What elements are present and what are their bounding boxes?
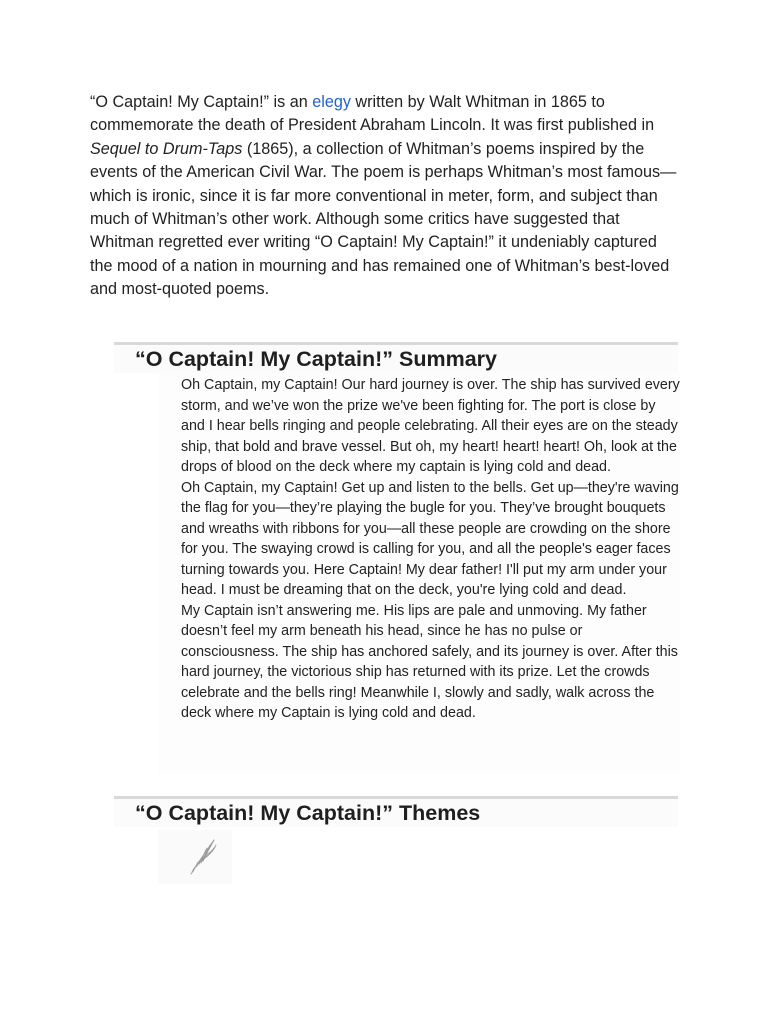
- summary-block: [158, 373, 680, 773]
- summary-heading: “O Captain! My Captain!” Summary: [114, 345, 678, 373]
- intro-text-1: “O Captain! My Captain!” is an: [90, 93, 313, 111]
- summary-paragraph-1: Oh Captain, my Captain! Our hard journey is over. The ship has survived every storm, and we’ve won the prize we've been fighting for. The port is close by and I hear bells ringing and people celebrating. All their eyes are on the steady ship, that bold and brave vessel. But oh, my heart! heart! heart! Oh, look at the drops of blood on the deck where my captain is lying cold and dead.: [181, 377, 680, 475]
- themes-heading: “O Captain! My Captain!” Themes: [114, 799, 678, 827]
- summary-paragraph-3: My Captain isn’t answering me. His lips are pale and unmoving. My father doesn’t feel my arm beneath his head, since he has no pulse or consciousness. The ship has anchored safely, and its journey is over. After this hard journey, the victorious ship has returned with its prize. Let the crowds celebrate and the bells ring! Meanwhile I, slowly and sadly, walk across the deck where my Captain is lying cold and dead.: [181, 602, 678, 721]
- intro-book-title: Sequel to Drum-Taps: [90, 139, 243, 158]
- intro-text-3: (1865), a collection of Whitman’s poems inspired by the events of the American Civil War. The poem is perhaps Whitman’s most famous—which is ironic, since it is far more conventional in meter, form, and subject than much of Whitman’s other work. Although some critics have suggested that Whitman regretted ever writing “O Captain! My Captain!” it undeniably captured the mood of a nation in mourning and has remained one of Whitman’s best-loved and most-quoted poems.: [90, 139, 677, 299]
- intro-paragraph: [90, 91, 680, 302]
- intro-text-2: written by Walt Whitman in 1865 to commemorate the death of President Abraham Lincoln. It was first published in: [90, 93, 655, 135]
- quill-sketch-icon: [158, 830, 232, 884]
- elegy-link[interactable]: elegy: [312, 93, 351, 111]
- summary-paragraph-2: Oh Captain, my Captain! Get up and listen to the bells. Get up—they're waving the flag for you—they’re playing the bugle for you. They’ve brought bouquets and wreaths with ribbons for you—all these people are crowding on the shore for you. The swaying crowd is calling for you, and all the people's eager faces turning towards you. Here Captain! My dear father! I'll put my arm under your head. I must be dreaming that on the deck, you're lying cold and dead.: [181, 479, 679, 598]
- theme-thumbnail[interactable]: [158, 830, 232, 884]
